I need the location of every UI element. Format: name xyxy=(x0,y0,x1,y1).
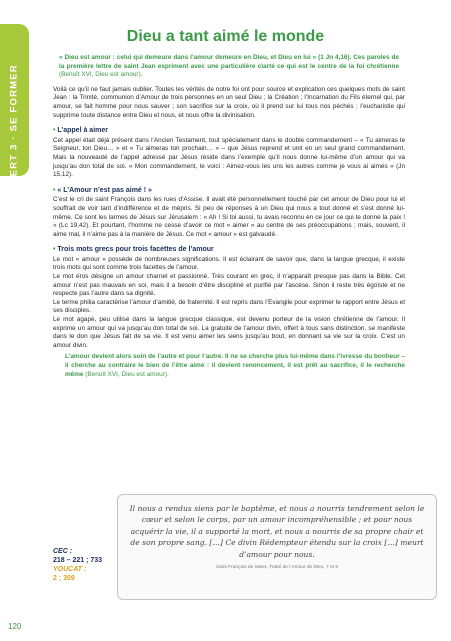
section-paragraph: Le mot éros désigne un amour charnel et passionné. Très courant en grec, il n’apparaît presque pas dans la Bible. Cet amour n’est pas mauvais en soi, mais il a besoin d’être discipliné et purifié par l’ascèse. Sinon il reste très égoïste et ne respecte pas l’autre dans sa dignité. xyxy=(53,273,405,298)
section-heading xyxy=(53,127,405,136)
intro-paragraph: Voilà ce qu’il ne faut jamais oublier. Toutes les vérités de notre foi ont pour source et explication ces quelques mots de saint Jean : la Trinité, communion d’Amour de trois personnes en un seul Dieu ; la Création ; l’Incarnation du Fils éternel qui, par amour, se fait homme pour nous sauver ; son sacrifice sur la croix, où il prend sur lui tous nos péchés ; l’eucharistie qui supprime toute distance entre Dieu et nous, et nous offre la divinisation. xyxy=(53,85,405,119)
section-paragraph: Le mot « amour » possède de nombreuses significations. Il est éclairant de savoir que, dans la langue grecque, il existe trois mots qui sont comme trois facettes de l’amour. xyxy=(53,255,405,272)
section-heading xyxy=(53,187,405,196)
cec-label: CEC : xyxy=(53,548,73,555)
francis-quote-box xyxy=(117,494,437,600)
francis-quote-text: Il nous a rendus siens par le baptême, et nous a nourris tendrement selon le cœur et selon le corps, par un amour incompréhensible ; et pour nous acquérir la vie, il a supporté la mort, et nous a nourris de sa propre chair et de son propre sang. […] Ce divin Rédempteur étendu sur la croix […] meurt d’amour pour nous. xyxy=(129,504,425,559)
youcat-label: YOUCAT : xyxy=(53,566,87,573)
francis-quote-source: Saint François de Sales, Traité de l’Amour de Dieu, 7 et 8 xyxy=(215,565,339,571)
intro-quote-source: (Benoît XVI, Dieu est amour). xyxy=(59,71,143,79)
bullet-icon: • xyxy=(53,186,58,194)
references xyxy=(53,547,102,583)
bullet-icon: • xyxy=(53,246,58,254)
section-paragraph: Le terme philia caractérise l’amour d’amitié, de fraternité. Il est repris dans l’Evangile pour exprimer le rapport entre Jésus et ses disciples. xyxy=(53,298,405,315)
main-content xyxy=(53,54,405,379)
section-tab-label: VERT 3 · SE FORMER xyxy=(8,64,20,184)
youcat-value: 2 ; 309 xyxy=(53,575,75,582)
section-heading xyxy=(53,246,405,255)
page-number: 120 xyxy=(8,622,22,631)
page-title: Dieu a tant aimé le monde xyxy=(126,28,325,45)
section-appel xyxy=(53,127,405,180)
section-paragraph: Cet appel était déjà présent dans l’Ancien Testament, tout spécialement dans le double commandement – « Tu aimeras le Seigneur, ton Dieu… » et « Tu aimeras ton prochain… » – que Jésus reprend et unit en un seul grand commandement. Mais la nouveauté de l’appel adressé par Jésus réside dans l’exemple qu’il nous donne lui-même d’un amour qui va jusqu’au don total de soi. « Mon commandement, le voici : Aimez-vous les uns les autres comme je vous ai aimés » (Jn 15,12). xyxy=(53,136,405,179)
intro-quote-text: « Dieu est amour : celui qui demeure dans l’amour demeure en Dieu, et Dieu en lui » (1 Jn 4,16). Ces paroles de la première lettre de saint Jean expriment avec une particulière clarté ce qui est le centre de la foi chrétienne xyxy=(59,54,399,70)
intro-quote xyxy=(53,54,405,80)
section-tab xyxy=(0,24,29,184)
cec-value: 218 – 221 ; 733 xyxy=(53,557,103,564)
benedict-quote-text: L’amour devient alors soin de l’autre et pour l’autre. Il ne se cherche plus lui-même dans l’ivresse du bonheur – il cherche au contraire le bien de l’être aimé : il devient renoncement, il est prêt au sacrifice, il le recherche même xyxy=(65,353,405,378)
benedict-quote-source: (Benoît XVI, Dieu est amour). xyxy=(83,370,169,378)
section-heading-text: « L’Amour n’est pas aimé ! » xyxy=(57,186,152,194)
section-paragraph: C’est le cri de saint François dans les rues d’Assise. Il avait été personnellement touché par cet amour de Dieu pour lui et souffrait de voir tant d’indifférence et de mépris. Si peu de réponses à un Dieu qui nous a tout donné et s’est donné lui-même. Ce sont les larmes de Jésus sur Jérusalem : « Ah ! Si toi aussi, tu avais reconnu en ce jour ce qui te donne la paix ! » (Lc 19,42). Et pourtant, l’homme ne cesse d’avoir ce mot « aimer » au centre de ses préoccupations ; mais, souvent, il aime mal, il n’aime pas à la manière de Jésus. Ce mot « amour » est galvaudé. xyxy=(53,196,405,238)
benedict-quote xyxy=(53,353,405,379)
section-amour-pas-aime xyxy=(53,187,405,240)
section-paragraph: Le mot agapè, peu utilisé dans la langue grecque classique, est devenu porteur de la vision chrétienne de l’amour. Il exprime un amour qui va jusqu’au don total de soi. La gratuité de l’amour divin, offert à tous sans distinction, se manifeste dans le don que Jésus fait de sa vie. Il est venu aimer les siens jusqu’au bout, en donnant sa vie sur la croix. C’est un amour divin. xyxy=(53,316,405,349)
section-heading-text: L’appel à aimer xyxy=(57,127,108,135)
section-heading-text: Trois mots grecs pour trois facettes de l’amour xyxy=(57,246,214,254)
bullet-icon: • xyxy=(53,127,58,135)
section-trois-mots xyxy=(53,246,405,379)
